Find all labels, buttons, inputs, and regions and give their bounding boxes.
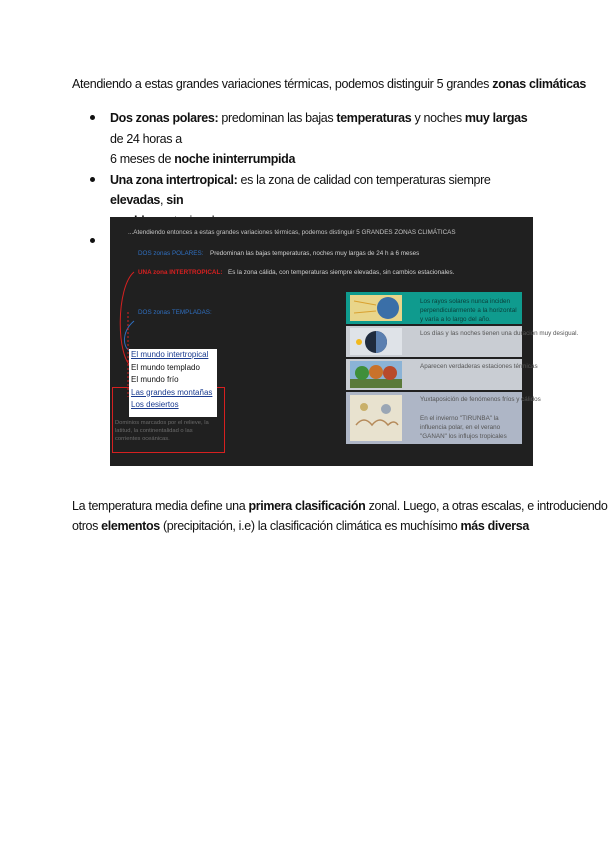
box-note: Dominios marcados por el relieve, la latitud, la continentalidad o las corrientes oceánicas. <box>115 420 209 442</box>
slide-polar-text: Predominan las bajas temperaturas, noches muy largas de 24 h a 6 meses <box>210 250 420 257</box>
list-item <box>90 108 540 170</box>
slide-inter-label: UNA zona INTERTROPICAL: <box>138 269 223 276</box>
text: (precipitación, i.e) la clasificación climática es muchísimo <box>159 519 461 533</box>
box-item-label: El mundo intertropical <box>131 350 209 359</box>
world-domains-box <box>129 349 217 417</box>
box-item-label: Las grandes montañas <box>131 387 213 397</box>
bullet-icon <box>90 115 95 120</box>
closing-paragraph <box>72 496 608 536</box>
slide-polar-label: DOS zonas POLARES: <box>138 250 204 257</box>
intertropical-zone-label: Una zona intertropical: <box>110 172 238 187</box>
box-item-label: El mundo templado <box>131 362 200 372</box>
text: 6 meses de <box>110 152 175 166</box>
polar-zones-label: Dos zonas polares: <box>110 111 219 125</box>
earth-sun-icon <box>350 295 402 321</box>
intro-text: Atendiendo a estas grandes variaciones térmicas, podemos distinguir 5 grandes <box>72 77 493 91</box>
slide-temperate-label: DOS zonas TEMPLADAS: <box>138 309 212 316</box>
slide-image <box>110 217 579 466</box>
text-bold: muy largas <box>464 111 528 125</box>
box-item <box>129 362 217 375</box>
text-bold: noche ininterrumpida <box>174 152 296 166</box>
box-item <box>129 387 217 400</box>
bullet-icon <box>90 177 95 182</box>
line-2 <box>110 149 540 170</box>
slide-inter-text: Es la zona cálida, con temperaturas siempre elevadas, sin cambios estacionales. <box>228 269 455 276</box>
box-item <box>129 399 217 412</box>
closing-line-2 <box>72 516 608 536</box>
row1-text: Los rayos solares nunca inciden perpendicularmente a la horizontal y varía a lo largo del año. <box>420 298 517 323</box>
text: de 24 horas a <box>110 131 182 146</box>
text: predominan las bajas <box>218 111 337 125</box>
text: zonal. Luego, a otras escalas, e introduciendo <box>365 499 608 513</box>
row2-text: Los días y las noches tienen una duración muy desigual. <box>420 330 579 337</box>
text-bold: más diversa <box>460 519 529 533</box>
weather-sketch-icon <box>350 395 402 441</box>
row4a-text: Yuxtaposición de fenómenos fríos y cálidos <box>420 396 541 403</box>
text-bold: temperaturas <box>336 111 412 125</box>
row4b-text: En el invierno "TIRUNBA" la influencia polar, en el verano "GANAN" los influjos tropicales <box>420 415 507 440</box>
closing-line-1 <box>72 496 608 516</box>
text-bold: sin <box>166 193 184 207</box>
text-bold: primera clasificación <box>248 499 366 513</box>
text-bold: elementos <box>101 519 160 533</box>
text: La temperatura media define una <box>72 499 249 513</box>
globe-night-icon <box>350 328 402 355</box>
intro-paragraph <box>72 77 586 91</box>
text: y noches <box>411 111 465 125</box>
box-item <box>129 349 217 362</box>
row3-text: Aparecen verdaderas estaciones térmicas <box>420 363 538 370</box>
box-item-label: Los desiertos <box>131 400 179 409</box>
bullet-icon <box>90 238 95 243</box>
text: , <box>160 193 167 207</box>
text-bold: elevadas <box>110 193 161 207</box>
seasons-trees-icon <box>350 361 402 388</box>
text: es la zona de calidad con temperaturas siempre <box>237 172 491 187</box>
text: otros <box>72 519 102 533</box>
intro-bold: zonas climáticas <box>492 77 586 91</box>
slide-heading: ...Atendiendo entonces a estas grandes variaciones térmicas, podemos distinguir 5 GRANDES ZONAS CLIMÁTICAS <box>128 229 456 236</box>
box-item <box>129 374 217 387</box>
box-item-label: El mundo frío <box>131 375 179 384</box>
